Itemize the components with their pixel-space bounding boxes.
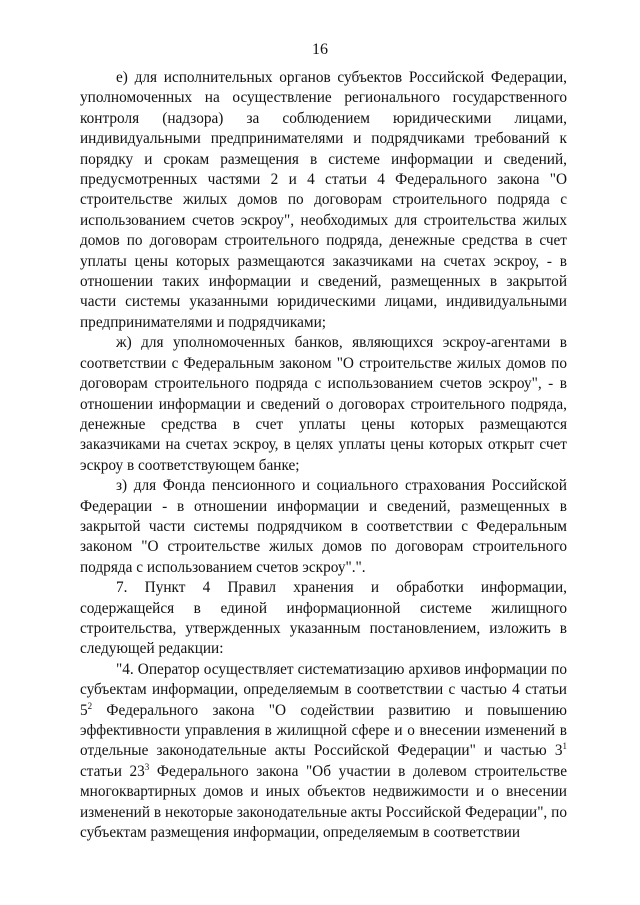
paragraph-z: з) для Фонда пенсионного и социального страхования Российской Федерации - в отношении информации и сведений, размещенных в закрытой части системы подрядчиком в соответствии с Федеральным законом "О строительстве жилых домов по договорам строительного подряда с использованием счетов эскроу".".	[80, 477, 567, 576]
text-segment: Федерального закона "О содействии развитию и повышению эффективности управления в жилищной сфере и о внесении изменений в отдельные законодательные акты Российской Федерации" и частью 3	[80, 701, 567, 760]
text-segment: статьи 23	[80, 762, 145, 780]
text-segment: "4. Оператор осуществляет систематизацию архивов информации по субъектам информации, определяемым в соответствии с частью 4 статьи 5	[80, 660, 567, 719]
paragraph-zh: ж) для уполномоченных банков, являющихся эскроу-агентами в соответствии с Федеральным законом "О строительстве жилых домов по договорам строительного подряда с использованием счетов эскроу", - в отношении информации и сведений о договорах строительного подряда, денежные средства в счет уплаты цены которых размещаются заказчиками на счетах эскроу, в целях уплаты цены которых открыт счет эскроу в соответствующем банке;	[80, 334, 567, 474]
superscript: 1	[562, 741, 567, 752]
superscript: 3	[144, 761, 150, 772]
text-segment: Федерального закона "Об участии в долевом строительстве многоквартирных домов и иных объектов недвижимости и о внесении изменений в некоторые законодательные акты Российской Федерации", по субъектам размещения информации, определяемым в соответствии	[80, 762, 567, 842]
paragraph-7: 7. Пункт 4 Правил хранения и обработки информации, содержащейся в единой информационной системе жилищного строительства, утвержденных указанным постановлением, изложить в следующей редакции:	[80, 579, 567, 658]
superscript: 2	[87, 700, 93, 711]
page-number: 16	[312, 41, 328, 58]
paragraph-e: е) для исполнительных органов субъектов Российской Федерации, уполномоченных на осуществление регионального государственного контроля (надзора) за соблюдением юридическими лицами, индивидуальными предпринимателями и подрядчиками требований к порядку и срокам размещения в системе информации и сведений, предусмотренных частями 2 и 4 статьи 4 Федерального закона "О строительстве жилых домов по договорам строительного подряда с использованием счетов эскроу", необходимых для строительства жилых домов по договорам строительного подряда, денежные средства в счет уплаты цены которых размещаются заказчиками на счетах эскроу, - в отношении таких информации и сведений, размещенных в закрытой части системы указанными юридическими лицами, индивидуальными предпринимателями и подрядчиками;	[80, 69, 567, 331]
document-body	[80, 68, 567, 843]
paragraph-4-quote	[80, 660, 567, 844]
